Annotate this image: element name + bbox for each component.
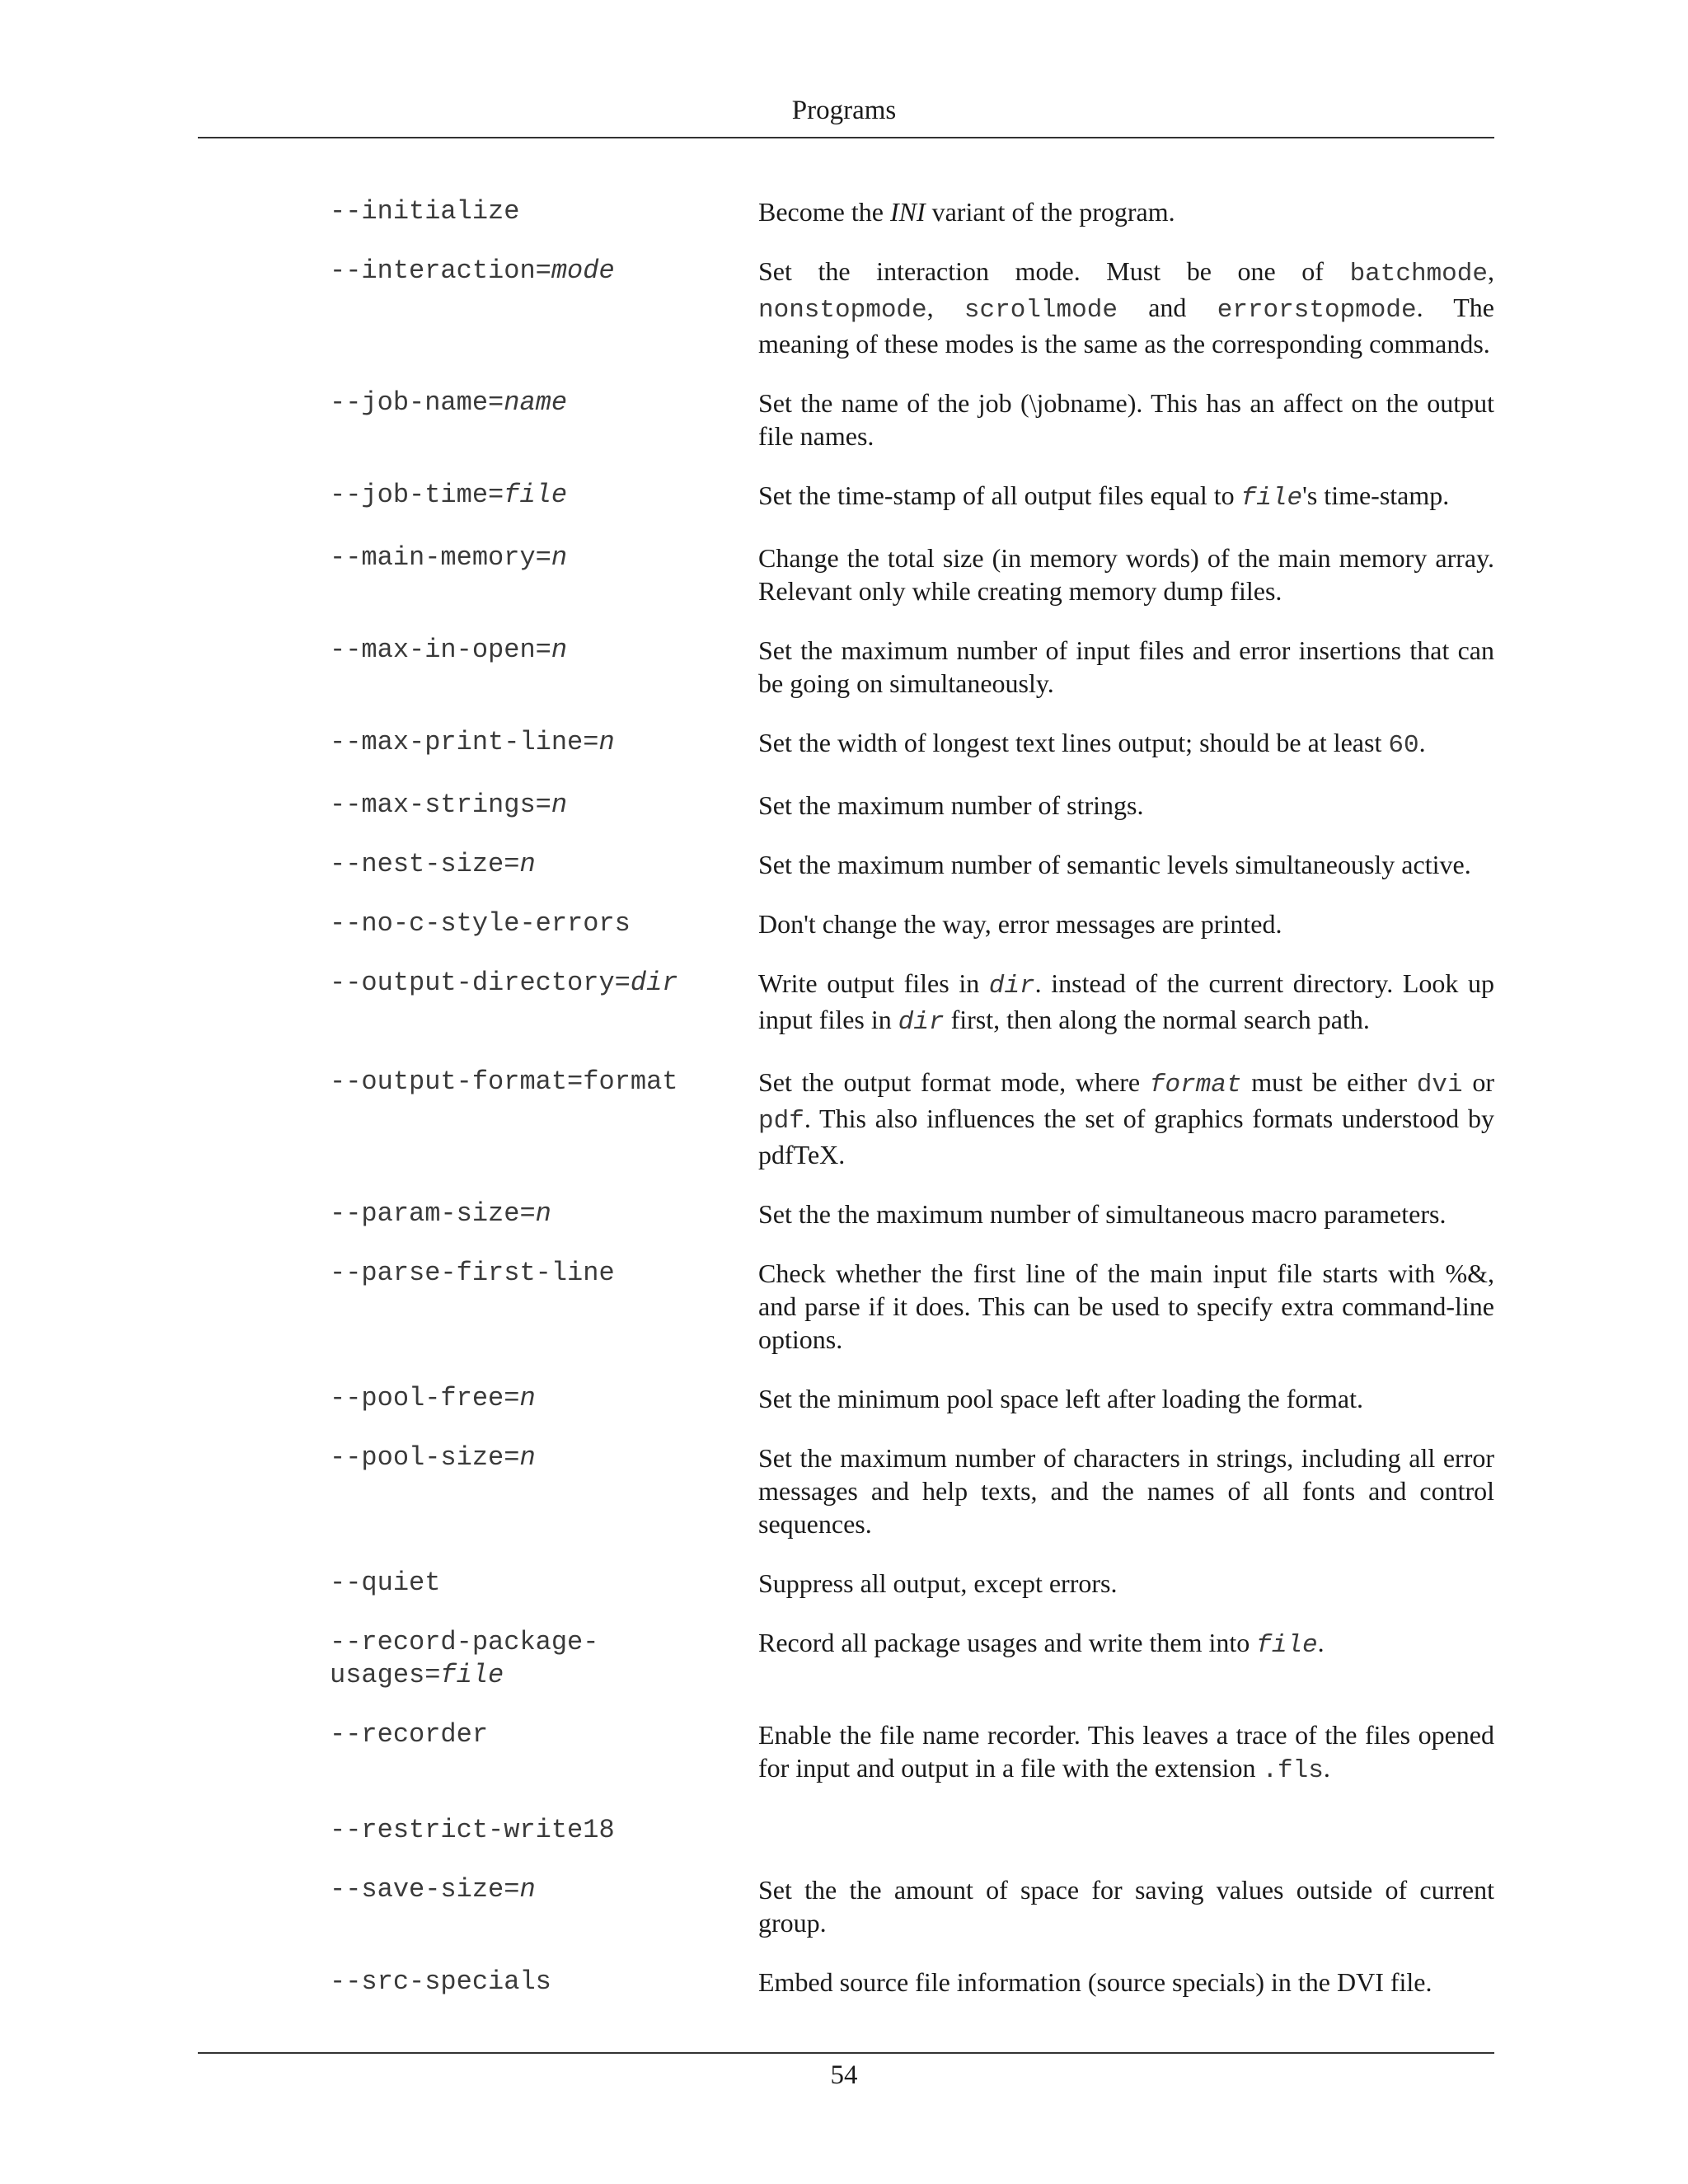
option-entry-max-strings: [330, 789, 1494, 822]
footer-rule: [198, 2052, 1494, 2054]
option-name: --nest-size=n: [330, 849, 536, 879]
option-description: [758, 1814, 1494, 1847]
option-entry-initialize: [330, 195, 1494, 228]
option-name: --interaction=mode: [330, 255, 615, 286]
option-name: --output-directory=dir: [330, 968, 678, 998]
option-description: Become the INI variant of the program.: [758, 197, 1175, 227]
option-description: Set the interaction mode. Must be one of batchmode, nonstopmode, scrollmode and errorstopmode. The meaning of these modes is the same as the corresponding commands.: [758, 256, 1495, 359]
option-name: --max-print-line=n: [330, 727, 615, 757]
option-description: Suppress all output, except errors.: [758, 1568, 1118, 1598]
option-entry-param-size: [330, 1197, 1494, 1230]
option-name: --main-memory=n: [330, 542, 568, 573]
option-entry-recorder: [330, 1718, 1494, 1788]
option-entry-output-directory: [330, 967, 1494, 1039]
option-entry-interaction: [330, 255, 1494, 360]
option-name: --max-in-open=n: [330, 635, 568, 665]
option-name: --restrict-write18: [330, 1815, 615, 1845]
option-name: --parse-first-line: [330, 1258, 615, 1288]
option-name: --param-size=n: [330, 1198, 551, 1229]
option-name: --job-time=file: [330, 480, 568, 510]
option-entry-max-print-line: [330, 726, 1494, 762]
option-description: Set the the amount of space for saving values outside of current group.: [758, 1875, 1494, 1938]
option-name: --quiet: [330, 1568, 441, 1598]
option-description: Set the minimum pool space left after loading the format.: [758, 1384, 1364, 1413]
page-header: Programs: [791, 96, 897, 125]
option-entry-pool-size: [330, 1441, 1494, 1540]
page-number: 54: [830, 2060, 858, 2090]
option-name: --output-format=format: [330, 1066, 678, 1097]
option-description: Change the total size (in memory words) of the main memory array. Relevant only while creating memory dump files.: [758, 543, 1494, 606]
option-name: --recorder: [330, 1719, 489, 1750]
option-entry-save-size: [330, 1873, 1494, 1939]
option-description: Set the maximum number of characters in strings, including all error messages and help texts, and the names of all fonts and control sequences.: [758, 1443, 1494, 1539]
option-entry-main-memory: [330, 541, 1494, 607]
option-name: --src-specials: [330, 1966, 551, 1997]
option-entry-record-package-usages: [330, 1626, 1494, 1692]
option-name: --max-strings=n: [330, 790, 568, 820]
option-description: Set the maximum number of semantic levels simultaneously active.: [758, 850, 1471, 879]
option-description: Set the name of the job (\jobname). This has an affect on the output file names.: [758, 388, 1494, 451]
option-entry-quiet: [330, 1567, 1494, 1600]
option-description: Set the width of longest text lines output; should be at least 60.: [758, 728, 1426, 760]
option-entry-parse-first-line: [330, 1257, 1494, 1356]
option-description: Embed source file information (source specials) in the DVI file.: [758, 1967, 1432, 1997]
option-description: Write output files in dir. instead of the current directory. Look up input files in dir first, then along the normal search path.: [758, 968, 1495, 1037]
option-entry-max-in-open: [330, 634, 1494, 700]
option-name: --no-c-style-errors: [330, 908, 631, 939]
option-name: --job-name=name: [330, 387, 568, 418]
option-description: Set the output format mode, where format must be either dvi or pdf. This also influences the set of graphics formats understood by pdfTeX.: [758, 1067, 1495, 1169]
option-description: Set the maximum number of input files and error insertions that can be going on simultaneously.: [758, 635, 1494, 698]
option-description: Set the time-stamp of all output files equal to file's time-stamp.: [758, 480, 1450, 513]
options-list: [330, 195, 1494, 2025]
option-description: Check whether the first line of the main input file starts with %&, and parse if it does. This can be used to specify extra command-line options.: [758, 1258, 1494, 1354]
option-description: Set the maximum number of strings.: [758, 790, 1144, 820]
option-name: --initialize: [330, 196, 520, 227]
option-entry-restrict-write18: [330, 1814, 1494, 1847]
option-name: --save-size=n: [330, 1874, 536, 1905]
option-description: Set the the maximum number of simultaneous macro parameters.: [758, 1199, 1447, 1229]
option-entry-pool-free: [330, 1382, 1494, 1415]
option-description: Don't change the way, error messages are printed.: [758, 909, 1282, 939]
option-entry-output-format: [330, 1066, 1494, 1171]
option-description: Record all package usages and write them into file.: [758, 1628, 1325, 1660]
option-entry-nest-size: [330, 848, 1494, 881]
option-name: --pool-free=n: [330, 1383, 536, 1413]
option-entry-src-specials: [330, 1966, 1494, 1999]
option-entry-job-name: [330, 387, 1494, 452]
option-entry-no-c-style-errors: [330, 907, 1494, 940]
option-name: --record-package- usages=file: [330, 1627, 599, 1690]
option-description: Enable the file name recorder. This leaves a trace of the files opened for input and output in a file with the extension .fls.: [758, 1720, 1494, 1785]
header-rule: [198, 137, 1494, 138]
option-entry-job-time: [330, 479, 1494, 515]
option-name: --pool-size=n: [330, 1442, 536, 1473]
